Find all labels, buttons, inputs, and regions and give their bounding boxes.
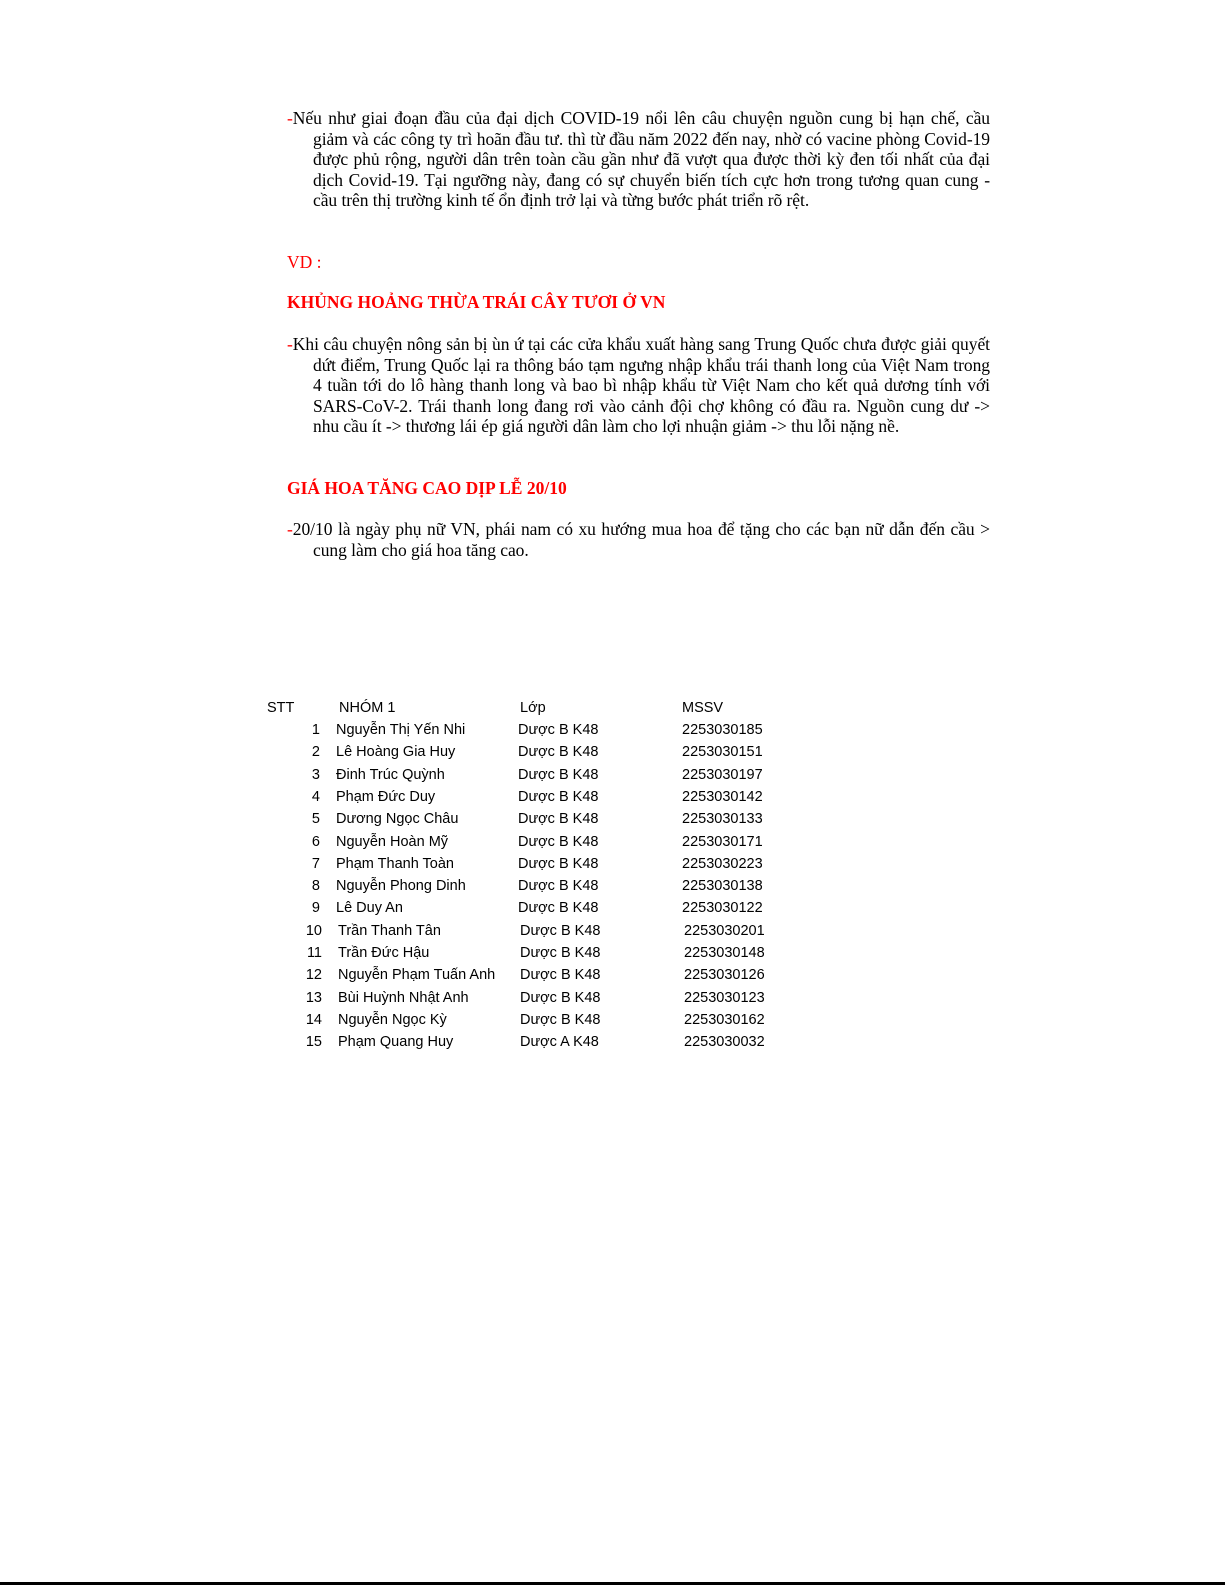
row-id: 2253030148	[684, 945, 765, 961]
row-id: 2253030201	[684, 922, 765, 939]
row-name: Phạm Đức Duy	[336, 788, 436, 805]
table-row	[0, 719, 1225, 741]
row-class: Dược A K48	[520, 1034, 599, 1051]
row-class: Dược B K48	[518, 878, 599, 895]
row-class: Dược B K48	[518, 788, 599, 805]
example-label: VD :	[287, 252, 322, 272]
row-stt: 9	[311, 900, 320, 917]
row-class: Dược B K48	[520, 989, 601, 1006]
row-id: 2253030032	[684, 1034, 765, 1051]
bullet-dash: -	[287, 519, 293, 539]
row-id: 2253030138	[682, 878, 763, 895]
row-id: 2253030142	[682, 788, 763, 805]
row-name: Phạm Thanh Toàn	[336, 855, 454, 872]
table-row	[0, 920, 1225, 942]
paragraph-text: Khi câu chuyện nông sản bị ùn ứ tại các cửa khẩu xuất hàng sang Trung Quốc chưa được giải quyết dứt điểm, Trung Quốc lại ra thông báo tạm ngưng nhập khẩu trái thanh long của Việt Nam trong 4 tuần tới do lô hàng thanh long và bao bì nhập khẩu từ Việt Nam cho kết quả dương tính với SARS-CoV-2. Trái thanh long đang rơi vào cảnh đội chợ không có đầu ra. Nguồn cung dư -> nhu cầu ít -> thương lái ép giá người dân làm cho lợi nhuận giảm -> thu lỗi nặng nề.	[292, 334, 990, 437]
row-class: Dược B K48	[520, 1011, 601, 1028]
header-id: MSSV	[682, 700, 724, 716]
row-stt: 1	[311, 722, 320, 738]
row-id: 2253030122	[682, 900, 763, 917]
row-class: Dược B K48	[518, 766, 599, 783]
row-stt: 5	[311, 811, 320, 828]
row-id: 2253030171	[682, 833, 763, 850]
row-id: 2253030123	[684, 989, 765, 1006]
row-name: Trần Đức Hậu	[338, 945, 430, 961]
row-name: Nguyễn Hoàn Mỹ	[336, 833, 449, 850]
row-stt: 15	[305, 1034, 322, 1051]
header-class: Lớp	[520, 700, 546, 716]
paragraph-text: 20/10 là ngày phụ nữ VN, phái nam có xu hướng mua hoa để tặng cho các bạn nữ dẫn đến cầu > cung làm cho giá hoa tăng cao.	[292, 519, 990, 560]
row-id: 2253030223	[682, 855, 763, 872]
heading-fruit-crisis: KHỦNG HOẢNG THỪA TRÁI CÂY TƯƠI Ở VN	[287, 292, 666, 312]
table-row	[0, 786, 1225, 808]
table-row	[0, 764, 1225, 786]
row-class: Dược B K48	[520, 967, 601, 984]
row-stt: 6	[311, 833, 320, 850]
row-stt: 2	[311, 744, 320, 761]
row-name: Lê Hoàng Gia Huy	[336, 744, 456, 761]
row-name: Nguyễn Phạm Tuấn Anh	[338, 967, 496, 984]
table-row	[0, 897, 1225, 919]
row-name: Đinh Trúc Quỳnh	[336, 766, 445, 783]
paragraph-text: Nếu như giai đoạn đầu của đại dịch COVID-19 nổi lên câu chuyện nguồn cung bị hạn chế, cầu giảm và các công ty trì hoãn đầu tư. thì từ đầu năm 2022 đến nay, nhờ có vacine phòng Covid-19 được phủ rộng, người dân trên toàn cầu gần như đã vượt qua được thời kỳ đen tối nhất của đại dịch Covid-19. Tại ngưỡng này, đang có sự chuyển biến tích cực hơn trong tương quan cung - cầu trên thị trường kinh tế ổn định trở lại và từng bước phát triển rõ rệt.	[292, 108, 990, 211]
row-stt: 11	[306, 945, 322, 961]
paragraph-covid-supply	[287, 108, 990, 211]
row-stt: 7	[311, 855, 320, 872]
table-row	[0, 875, 1225, 897]
row-stt: 8	[311, 878, 320, 895]
row-name: Nguyễn Phong Dinh	[336, 878, 466, 895]
heading-flower-price: GIÁ HOA TĂNG CAO DỊP LỄ 20/10	[287, 478, 567, 498]
row-id: 2253030126	[684, 967, 765, 984]
row-stt: 4	[311, 788, 320, 805]
table-row	[0, 808, 1225, 830]
row-stt: 3	[311, 766, 320, 783]
row-class: Dược B K48	[518, 811, 599, 828]
row-class: Dược B K48	[518, 855, 599, 872]
table-row	[0, 942, 1225, 964]
row-class: Dược B K48	[518, 900, 599, 917]
table-row	[0, 1031, 1225, 1053]
row-name: Dương Ngọc Châu	[336, 811, 459, 828]
row-id: 2253030185	[682, 722, 763, 738]
header-name: NHÓM 1	[339, 700, 396, 716]
paragraph-dragon-fruit	[287, 334, 990, 437]
row-name: Nguyễn Ngọc Kỳ	[338, 1011, 447, 1028]
row-name: Phạm Quang Huy	[338, 1034, 454, 1051]
row-class: Dược B K48	[520, 945, 601, 961]
row-id: 2253030162	[684, 1011, 765, 1028]
row-name: Lê Duy An	[336, 900, 403, 917]
table-row	[0, 741, 1225, 763]
row-name: Nguyễn Thị Yến Nhi	[336, 722, 466, 738]
table-row	[0, 1009, 1225, 1031]
bullet-dash: -	[287, 108, 293, 128]
table-header-row	[0, 697, 1225, 719]
row-stt: 14	[305, 1011, 322, 1028]
row-name: Trần Thanh Tân	[338, 922, 441, 939]
row-stt: 13	[305, 989, 322, 1006]
row-id: 2253030151	[682, 744, 763, 761]
row-stt: 10	[305, 922, 322, 939]
bullet-dash: -	[287, 334, 293, 354]
table-row	[0, 831, 1225, 853]
row-id: 2253030197	[682, 766, 763, 783]
header-stt: STT	[267, 700, 295, 716]
row-id: 2253030133	[682, 811, 763, 828]
row-class: Dược B K48	[520, 922, 601, 939]
row-class: Dược B K48	[518, 744, 599, 761]
row-class: Dược B K48	[518, 722, 599, 738]
row-stt: 12	[305, 967, 322, 984]
paragraph-flowers	[287, 519, 990, 560]
table-row	[0, 853, 1225, 875]
table-row	[0, 987, 1225, 1009]
table-row	[0, 964, 1225, 986]
row-class: Dược B K48	[518, 833, 599, 850]
row-name: Bùi Huỳnh Nhật Anh	[338, 989, 469, 1006]
